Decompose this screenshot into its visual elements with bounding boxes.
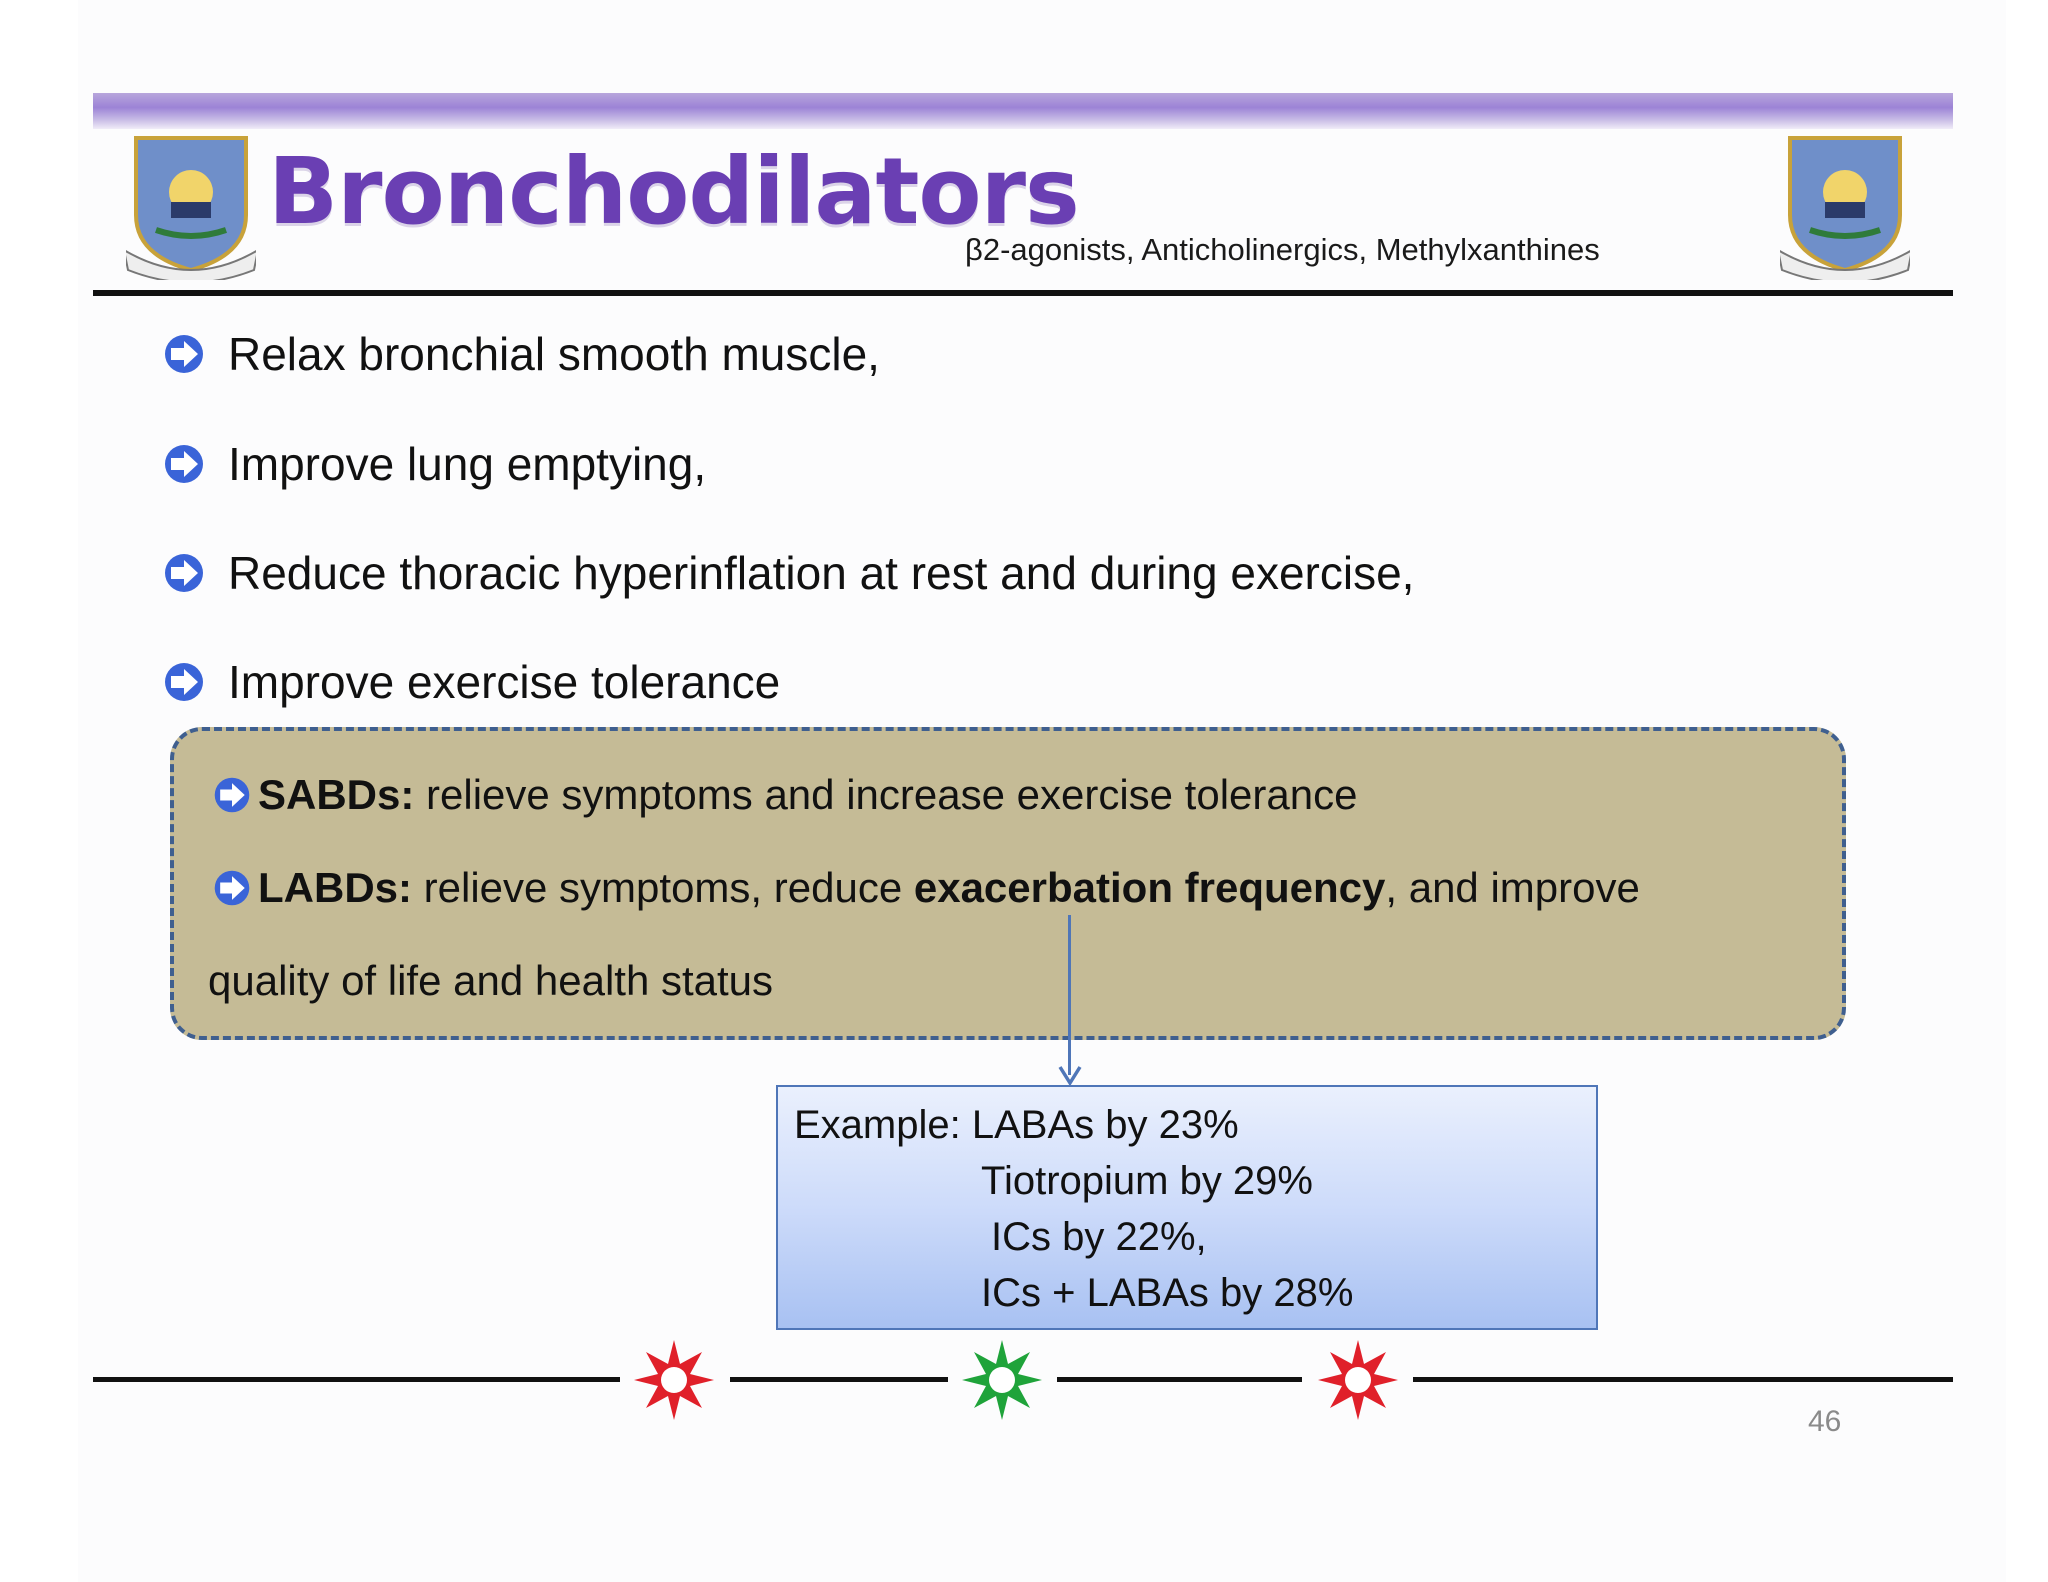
example-line: Example: LABAs by 23%	[794, 1103, 1239, 1147]
sabd-label: SABDs:	[258, 771, 415, 818]
bullet-text: Improve exercise tolerance	[228, 656, 781, 708]
arrow-bullet-icon	[162, 332, 206, 376]
labd-emphasis: exacerbation frequency	[913, 864, 1386, 911]
arrow-bullet-icon	[162, 660, 206, 704]
labd-line-continued: quality of life and health status	[208, 957, 774, 1004]
example-box	[776, 1085, 1598, 1330]
footer-divider	[1057, 1377, 1302, 1382]
bullet-item	[162, 434, 706, 494]
star-ornament-icon	[960, 1338, 1044, 1422]
bullet-item	[162, 652, 780, 712]
example-line: ICs by 22%,	[991, 1215, 1207, 1259]
arrow-bullet-icon	[212, 775, 252, 815]
page-number: 46	[1808, 1405, 1842, 1438]
labd-label: LABDs:	[258, 864, 412, 911]
connector-line	[1068, 915, 1071, 1075]
bronchodilator-types-box	[170, 727, 1846, 1040]
sabd-text: relieve symptoms and increase exercise tolerance	[414, 771, 1358, 818]
labd-text-a: relieve symptoms, reduce	[412, 864, 914, 911]
university-logo-left	[126, 130, 256, 280]
arrow-bullet-icon	[212, 868, 252, 908]
arrow-bullet-icon	[162, 442, 206, 486]
star-ornament-icon	[632, 1338, 716, 1422]
footer-divider	[93, 1377, 620, 1382]
star-ornament-icon	[1316, 1338, 1400, 1422]
bullet-text: Relax bronchial smooth muscle,	[228, 328, 880, 380]
sabd-line	[212, 771, 1357, 819]
slide-title: Bronchodilators	[268, 138, 1079, 245]
header-band	[93, 93, 1953, 129]
bullet-text: Improve lung emptying,	[228, 438, 707, 490]
bullet-item	[162, 543, 1414, 603]
bullet-text: Reduce thoracic hyperinflation at rest and during exercise,	[228, 547, 1415, 599]
footer-divider	[730, 1377, 948, 1382]
arrowhead-icon	[1058, 1065, 1082, 1087]
example-line: ICs + LABAs by 28%	[981, 1271, 1354, 1315]
labd-line	[212, 864, 1640, 912]
slide-subtitle: β2-agonists, Anticholinergics, Methylxanthines	[965, 232, 1600, 267]
university-logo-right	[1780, 130, 1910, 280]
header-divider	[93, 290, 1953, 296]
footer-divider	[1413, 1377, 1953, 1382]
arrow-bullet-icon	[162, 551, 206, 595]
labd-text-b: , and improve	[1385, 864, 1640, 911]
bullet-item	[162, 324, 880, 384]
example-line: Tiotropium by 29%	[981, 1159, 1313, 1203]
